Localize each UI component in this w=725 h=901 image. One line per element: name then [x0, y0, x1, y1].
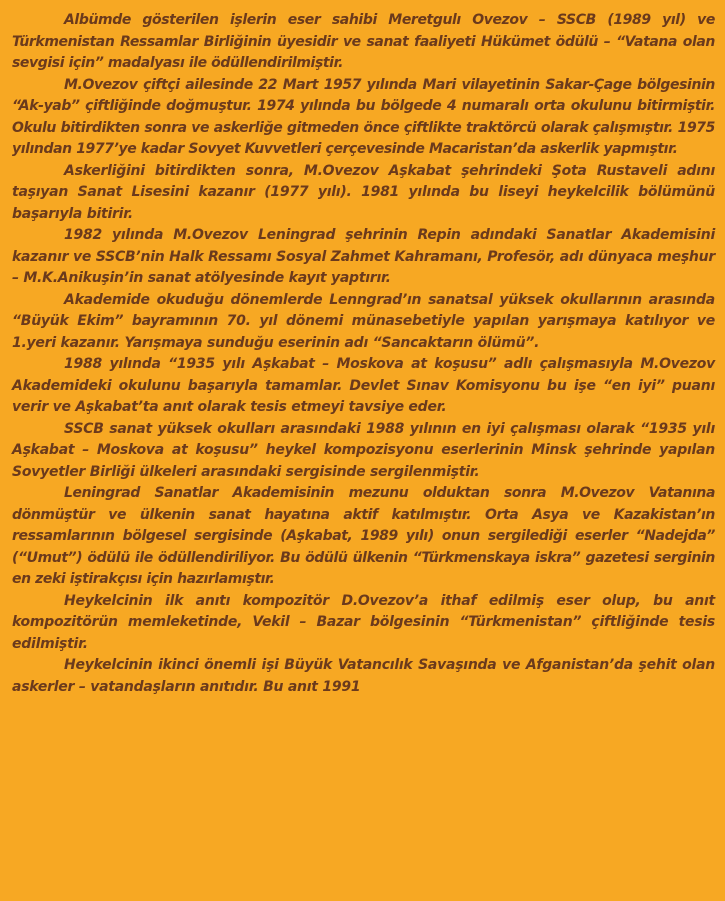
paragraph-return-home: Leningrad Sanatlar Akademisinin mezunu olduktan sonra M.Ovezov Vatanına dönmüştür ve ülkenin sanat hayatına aktif katılmıştır. Orta Asya ve Kazakistan’ın ressamlarının bölgesel sergisinde (Aşkabat, 1989 yılı) onun sergilediği eserler “Nadejda” (“Umut”) ödülü ile ödüllendiriliyor. Bu ödülü ülkenin “Türkmenskaya iskra” gazetesi serginin en zeki iştirakçısı için hazırlamıştır.	[12, 485, 715, 587]
paragraph-early-life: M.Ovezov çiftçi ailesinde 22 Mart 1957 yılında Mari vilayetinin Sakar-Çage bölgesinin “Ak-yab” çiftliğinde doğmuştur. 1974 yılında bu bölgede 4 numaralı orta okulunu bitirmiştir. Okulu bitirdikten sonra ve askerliğe gitmeden önce çiftlikte traktörcü olarak çalışmıştır. 1975 yılından 1977’ye kadar Sovyet Kuvvetleri çerçevesinde Macaristan’da askerlik yapmıştır.	[12, 76, 715, 157]
paragraph-intro: Albümde gösterilen işlerin eser sahibi Meretgulı Ovezov – SSCB (1989 yıl) ve Türkmenistan Ressamlar Birliğinin üyesidir ve sanat faaliyeti Hükümet ödülü – “Vatana olan sevgisi için” madalyası ile ödüllendirilmiştir.	[12, 12, 715, 71]
paragraph-first-monument: Heykelcinin ilk anıtı kompozitör D.Ovezov’a ithaf edilmiş eser olup, bu anıt kompozitörün memleketinde, Vekil – Bazar bölgesinin “Türkmenistan” çiftliğinde tesis edilmiştir.	[12, 592, 715, 652]
paragraph-minsk-exhibition: SSCB sanat yüksek okulları arasındaki 1988 yılının en iyi çalışması olarak “1935 yılı Aşkabat – Moskova at koşusu” heykel kompozisyonu eserlerinin Minsk şehrinde yapılan Sovyetler Birliği ülkeleri arasındaki sergisinde sergilenmiştir.	[12, 420, 715, 480]
paragraph-competition: Akademide okuduğu dönemlerde Lenngrad’ın sanatsal yüksek okullarının arasında “Büyük Ekim” bayramının 70. yıl dönemi münasebetiyle yapılan yarışmaya katılıyor ve 1.yeri kazanır. Yarışmaya sunduğu eserinin adı “Sancaktarın ölümü”.	[12, 291, 715, 351]
paragraph-second-monument: Heykelcinin ikinci önemli işi Büyük Vatancılık Savaşında ve Afganistan’da şehit olan askerler – vatandaşların anıtıdır. Bu anıt 1991	[12, 657, 715, 695]
paragraph-academy-admission: 1982 yılında M.Ovezov Leningrad şehrinin Repin adındaki Sanatlar Akademisini kazanır ve SSCB’nin Halk Ressamı Sosyal Zahmet Kahramanı, Profesör, adı dünyaca meşhur – M.K.Anikuşin’in sanat atölyesinde kayıt yaptırır.	[12, 227, 715, 286]
paragraph-graduation: 1988 yılında “1935 yılı Aşkabat – Moskova at koşusu” adlı çalışmasıyla M.Ovezov Akademideki okulunu başarıyla tamamlar. Devlet Sınav Komisyonu bu işe “en iyi” puanı verir ve Aşkabat’ta anıt olarak tesis etmeyi tavsiye eder.	[12, 356, 715, 415]
paragraph-art-lyceum: Askerliğini bitirdikten sonra, M.Ovezov Aşkabat şehrindeki Şota Rustaveli adını taşıyan Sanat Lisesini kazanır (1977 yılı). 1981 yılında bu liseyi heykelcilik bölümünü başarıyla bitirir.	[12, 162, 715, 222]
